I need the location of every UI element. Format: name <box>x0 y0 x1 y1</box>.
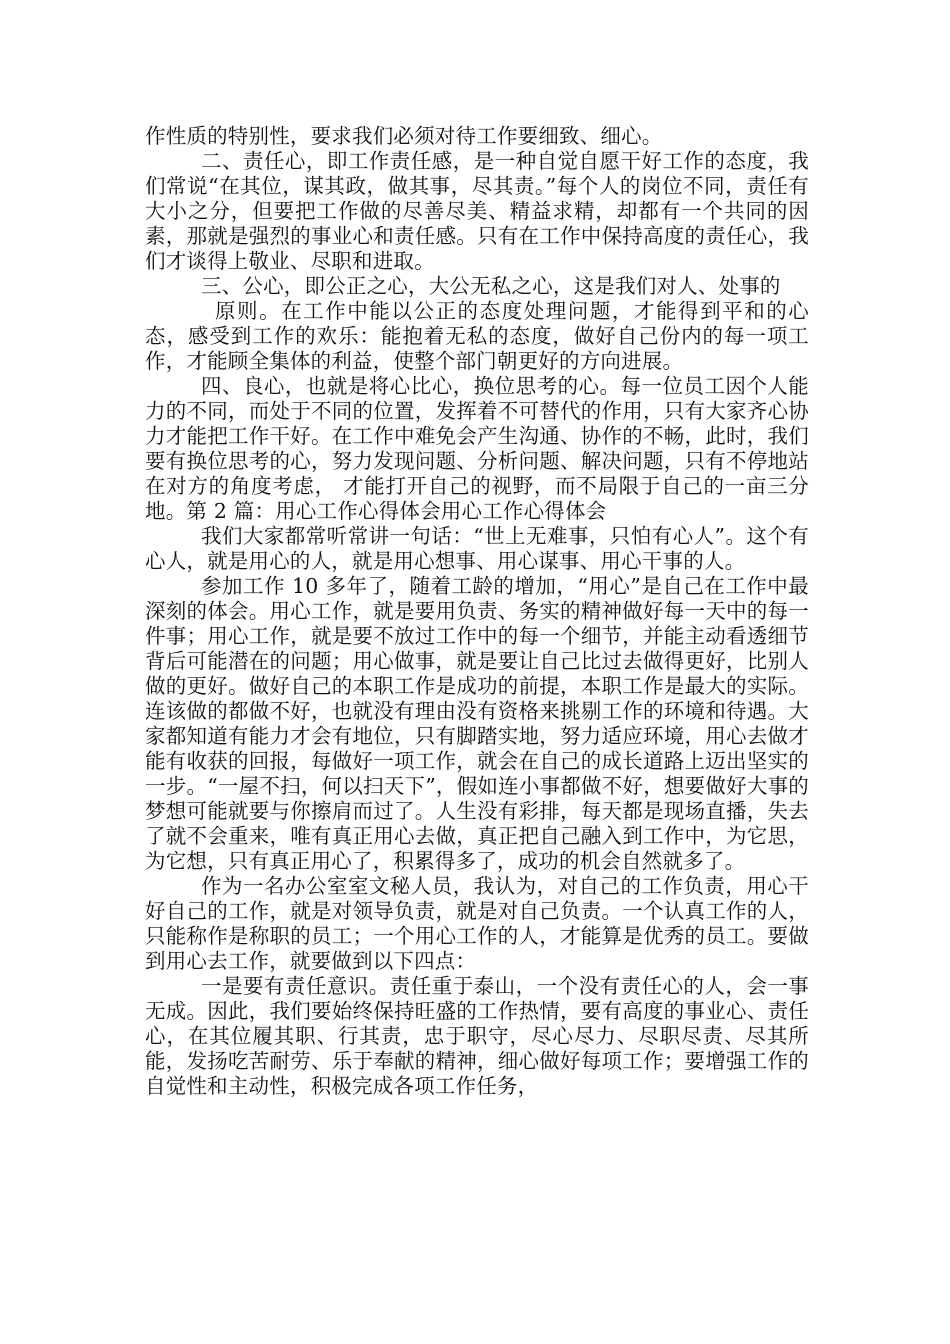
paragraph-fairness-body: 原则。在工作中能以公正的态度处理问题，才能得到平和的心态，感受到工作的欢乐：能抱着无私的态度，做好自己份内的每一项工作，才能顾全集体的利益，使整个部门朝更好的方向进展。 <box>145 299 809 373</box>
paragraph-work-experience: 参加工作 10 多年了，随着工龄的增加，“用心”是自己在工作中最深刻的体会。用心工作，就是要用负责、务实的精神做好每一天中的每一件事；用心工作，就是要不放过工作中的每一个细节，并能主动看透细节背后可能潜在的问题；用心做事，就是要让自己比过去做得更好，比别人做的更好。做好自己的本职工作是成功的前提，本职工作是最大的实际。连该做的都做不好，也就没有理由没有资格来挑剔工作的环境和待遇。大家都知道有能力才会有地位，只有脚踏实地，努力适应环境，用心去做才能有收获的回报，每做好一项工作，就会在自己的成长道路上迈出坚实的一步。“一屋不扫，何以扫天下”，假如连小事都做不好，想要做好大事的梦想可能就要与你擦肩而过了。人生没有彩排，每天都是现场直播，失去了就不会重来，唯有真正用心去做，真正把自己融入到工作中，为它思，为它想，只有真正用心了，积累得多了，成功的机会自然就多了。 <box>145 574 809 873</box>
paragraph-intro-saying: 我们大家都常听常讲一句话：“世上无难事，只怕有心人”。这个有心人，就是用心的人，就是用心想事、用心谋事、用心干事的人。 <box>145 524 809 573</box>
paragraph-continuation: 作性质的特别性，要求我们必须对待工作要细致、细心。 <box>145 124 663 148</box>
paragraph-secretary-role: 作为一名办公室室文秘人员，我认为，对自己的工作负责，用心干好自己的工作，就是对领导负责，就是对自己负责。一个认真工作的人，只能称作是称职的员工；一个用心工作的人，才能算是优秀的员工。要做到用心去工作，就要做到以下四点： <box>145 874 809 973</box>
paragraph-responsibility-awareness: 一是要有责任意识。责任重于泰山，一个没有责任心的人，会一事无成。因此，我们要始终保持旺盛的工作热情，要有高度的事业心、责任心，在其位履其职、行其责，忠于职守，尽心尽力、尽职尽责、尽其所能，发扬吃苦耐劳、乐于奉献的精神，细心做好每项工作；要增强工作的自觉性和主动性，积极完成各项工作任务， <box>145 974 809 1098</box>
paragraph-responsibility: 二、责任心，即工作责任感，是一种自觉自愿干好工作的态度，我们常说“在其位，谋其政，做其事，尽其责。”每个人的岗位不同，责任有大小之分，但要把工作做的尽善尽美、精益求精，却都有一个共同的因素，那就是强烈的事业心和责任感。只有在工作中保持高度的责任心，我们才谈得上敬业、尽职和进取。 <box>145 149 809 273</box>
document-page <box>145 124 809 1099</box>
paragraph-conscience: 四、良心，也就是将心比心，换位思考的心。每一位员工因个人能力的不同，而处于不同的位置，发挥着不可替代的作用，只有大家齐心协力才能把工作干好。在工作中难免会产生沟通、协作的不畅，此时，我们要有换位思考的心，努力发现问题、分析问题、解决问题，只有不停地站在对方的角度考虑， 才能打开自己的视野，而不局限于自己的一亩三分地。第 2 篇：用心工作心得体会用心工作心得体会 <box>145 374 809 523</box>
paragraph-fairness-heading: 三、公心，即公正之心，大公无私之心，这是我们对人、处事的 <box>201 274 781 298</box>
